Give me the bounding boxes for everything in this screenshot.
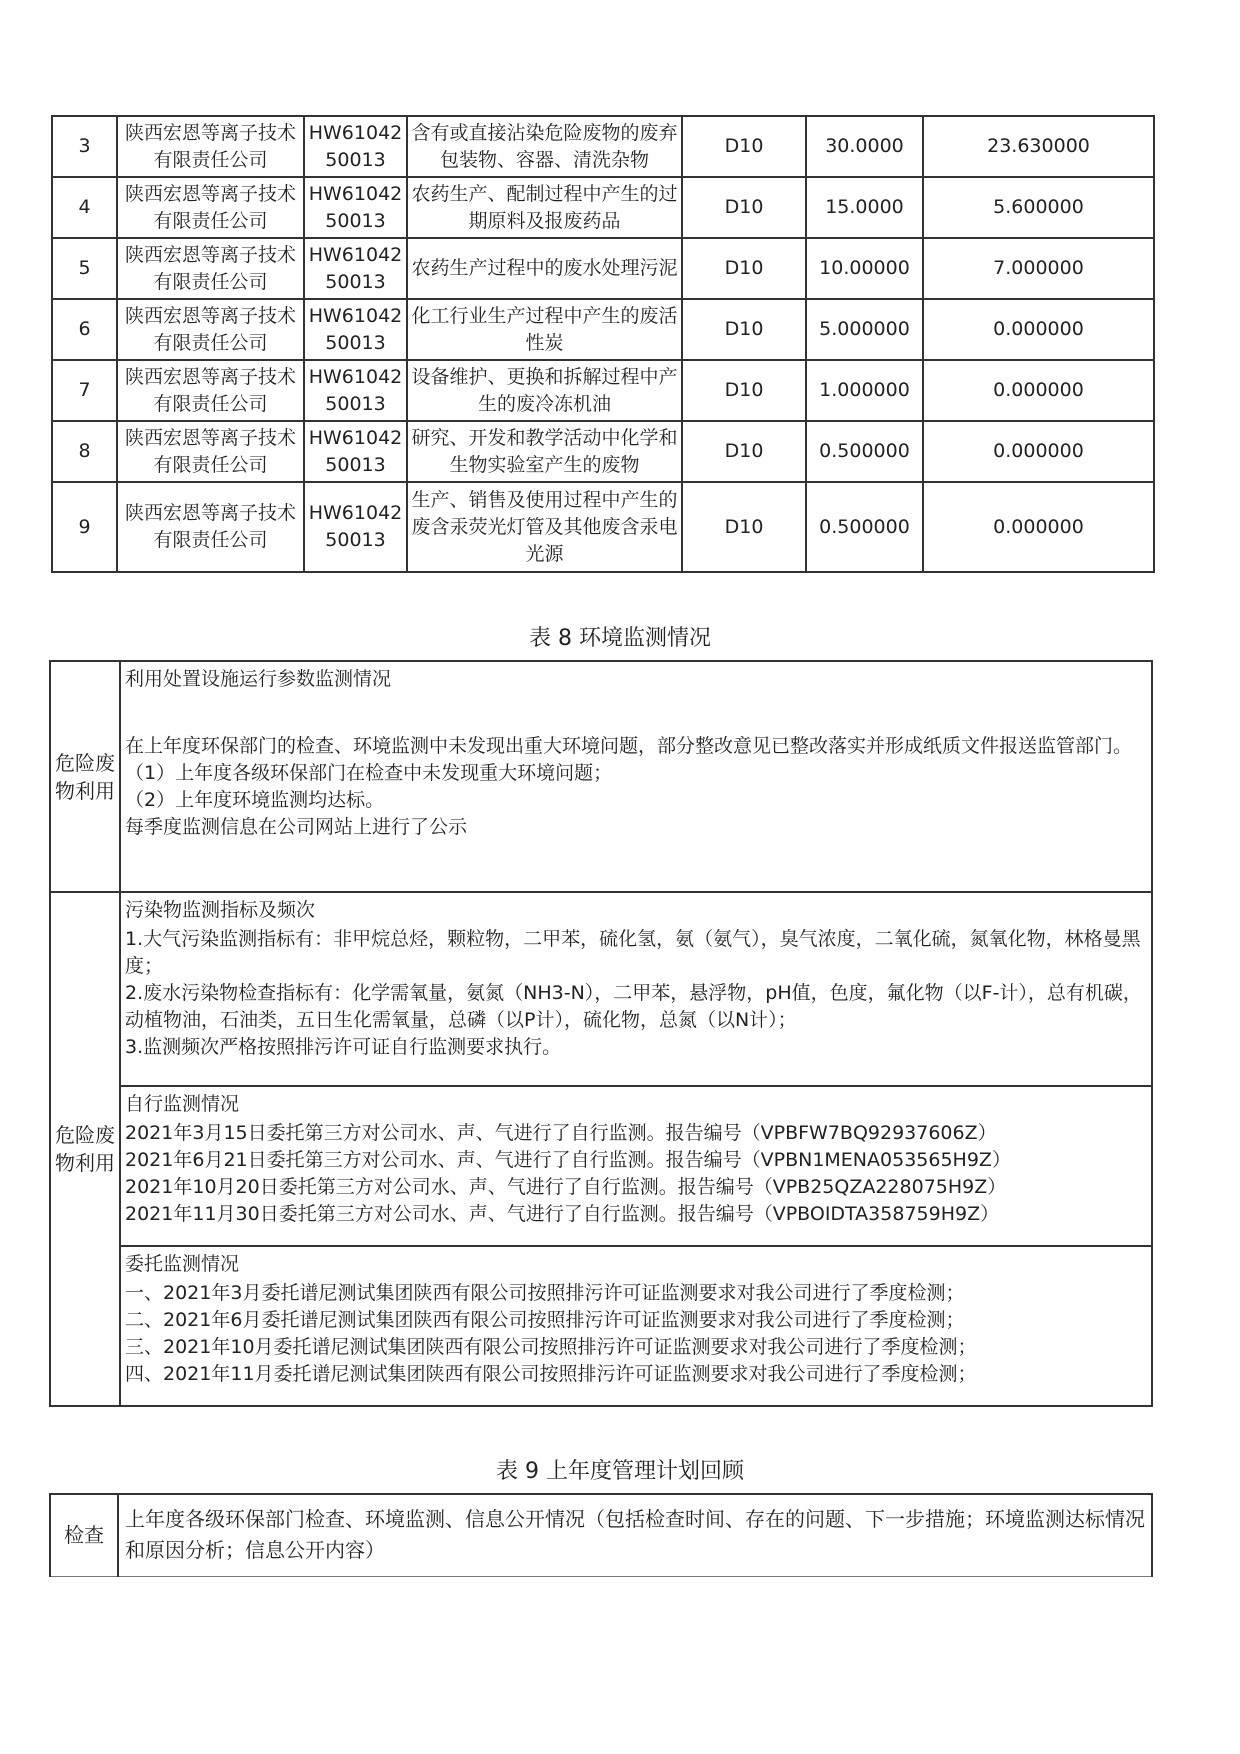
company-name: 陕西宏恩等离子技术有限责任公司 [117,116,304,177]
table-9-caption: 表 9 上年度管理计划回顾 [496,1459,744,1484]
list-item: 2.废水污染物检查指标有：化学需氧量，氨氮（NH3-N），二甲苯，悬浮物，pH值，色度，氟化物（以F-计），总有机碳，动植物油，石油类，五日生化需氧量，总磷（以P计），硫化物，总氮（以N计）； [125,982,1142,1031]
license-code: HW6104250013 [304,116,407,177]
review-text: 上年度各级环保部门检查、环境监测、信息公开情况（包括检查时间、存在的问题、下一步措施；环境监测达标情况和原因分析；信息公开内容） [118,1494,1152,1576]
row-number: 7 [52,360,117,421]
row-number: 3 [52,116,117,177]
license-code: HW6104250013 [304,360,407,421]
list-item: 2021年11月30日委托第三方对公司水、声、气进行了自行监测。报告编号（VPBOIDTA358759H9Z） [125,1203,1000,1225]
table-row [50,1494,1152,1576]
facility-monitoring-section [120,661,1152,892]
row-number: 5 [52,238,117,299]
list-item: 二、2021年6月委托谱尼测试集团陕西有限公司按照排污许可证监测要求对我公司进行了季度检测； [125,1309,965,1331]
actual-quantity: 23.630000 [923,116,1154,177]
table-row [50,661,1152,892]
table-row [50,1246,1152,1406]
list-item: 一、2021年3月委托谱尼测试集团陕西有限公司按照排污许可证监测要求对我公司进行了季度检测； [125,1282,965,1304]
waste-name: 农药生产过程中的废水处理污泥 [407,238,682,299]
list-item: （2）上年度环境监测均达标。 [125,789,385,811]
permitted-quantity: 30.0000 [806,116,923,177]
table-row [50,1086,1152,1246]
row-number: 8 [52,421,117,482]
table-row [52,177,1154,238]
table-row [52,482,1154,572]
license-code: HW6104250013 [304,421,407,482]
table-row [52,238,1154,299]
disposal-method: D10 [682,421,806,482]
row-number: 6 [52,299,117,360]
company-name: 陕西宏恩等离子技术有限责任公司 [117,299,304,360]
actual-quantity: 0.000000 [923,299,1154,360]
actual-quantity: 0.000000 [923,360,1154,421]
list-item: 2021年10月20日委托第三方对公司水、声、气进行了自行监测。报告编号（VPB25QZA228075H9Z） [125,1176,1007,1198]
section-title: 污染物监测指标及频次 [125,899,316,921]
waste-name: 农药生产、配制过程中产生的过期原料及报废药品 [407,177,682,238]
table-8-caption: 表 8 环境监测情况 [529,626,711,651]
permitted-quantity: 15.0000 [806,177,923,238]
actual-quantity: 0.000000 [923,482,1154,572]
license-code: HW6104250013 [304,482,407,572]
list-item: 2021年6月21日委托第三方对公司水、声、气进行了自行监测。报告编号（VPBN1MENA053565H9Z） [125,1149,1011,1171]
side-label: 危险废物利用 [50,661,120,892]
section-title: 委托监测情况 [125,1253,240,1275]
company-name: 陕西宏恩等离子技术有限责任公司 [117,482,304,572]
section-paragraph: 在上年度环保部门的检查、环境监测中未发现出重大环境问题，部分整改意见已整改落实并形成纸质文件报送监管部门。 [125,735,1133,757]
permitted-quantity: 1.000000 [806,360,923,421]
disposal-method: D10 [682,238,806,299]
list-item: 3.监测频次严格按照排污许可证自行监测要求执行。 [125,1036,562,1058]
list-item: 四、2021年11月委托谱尼测试集团陕西有限公司按照排污许可证监测要求对我公司进行了季度检测； [125,1363,977,1385]
list-item: 三、2021年10月委托谱尼测试集团陕西有限公司按照排污许可证监测要求对我公司进行了季度检测； [125,1336,977,1358]
list-item: 2021年3月15日委托第三方对公司水、声、气进行了自行监测。报告编号（VPBFW7BQ92937606Z） [125,1122,997,1144]
row-number: 9 [52,482,117,572]
license-code: HW6104250013 [304,299,407,360]
management-plan-review-table [49,1493,1153,1577]
license-code: HW6104250013 [304,238,407,299]
section-title: 自行监测情况 [125,1093,240,1115]
list-item: 1.大气污染监测指标有：非甲烷总烃，颗粒物，二甲苯，硫化氢，氨（氨气），臭气浓度，二氧化硫，氮氧化物，林格曼黑度； [125,928,1141,977]
indicators-section [120,892,1152,1086]
row-number: 4 [52,177,117,238]
waste-name: 生产、销售及使用过程中产生的废含汞荧光灯管及其他废含汞电光源 [407,482,682,572]
list-item: （1）上年度各级环保部门在检查中未发现重大环境问题； [125,762,613,784]
company-name: 陕西宏恩等离子技术有限责任公司 [117,238,304,299]
table-row [52,360,1154,421]
table-row [52,116,1154,177]
waste-disposal-table [51,115,1155,573]
waste-disposal-table-body [52,116,1154,572]
permitted-quantity: 10.00000 [806,238,923,299]
entrusted-monitoring-section [120,1246,1152,1406]
license-code: HW6104250013 [304,177,407,238]
waste-name: 设备维护、更换和拆解过程中产生的废冷冻机油 [407,360,682,421]
section-title: 利用处置设施运行参数监测情况 [125,668,392,690]
list-item: 每季度监测信息在公司网站上进行了公示 [125,816,468,838]
side-label: 危险废物利用 [50,892,120,1406]
disposal-method: D10 [682,116,806,177]
permitted-quantity: 5.000000 [806,299,923,360]
actual-quantity: 0.000000 [923,421,1154,482]
waste-name: 化工行业生产过程中产生的废活性炭 [407,299,682,360]
company-name: 陕西宏恩等离子技术有限责任公司 [117,177,304,238]
actual-quantity: 7.000000 [923,238,1154,299]
table-row [50,892,1152,1086]
self-monitoring-section [120,1086,1152,1246]
actual-quantity: 5.600000 [923,177,1154,238]
environment-monitoring-table [49,660,1153,1407]
disposal-method: D10 [682,482,806,572]
disposal-method: D10 [682,177,806,238]
table-row [52,421,1154,482]
disposal-method: D10 [682,360,806,421]
company-name: 陕西宏恩等离子技术有限责任公司 [117,421,304,482]
disposal-method: D10 [682,299,806,360]
side-label: 检查 [50,1494,118,1576]
permitted-quantity: 0.500000 [806,482,923,572]
waste-name: 含有或直接沾染危险废物的废弃包装物、容器、清洗杂物 [407,116,682,177]
permitted-quantity: 0.500000 [806,421,923,482]
company-name: 陕西宏恩等离子技术有限责任公司 [117,360,304,421]
waste-name: 研究、开发和教学活动中化学和生物实验室产生的废物 [407,421,682,482]
table-row [52,299,1154,360]
